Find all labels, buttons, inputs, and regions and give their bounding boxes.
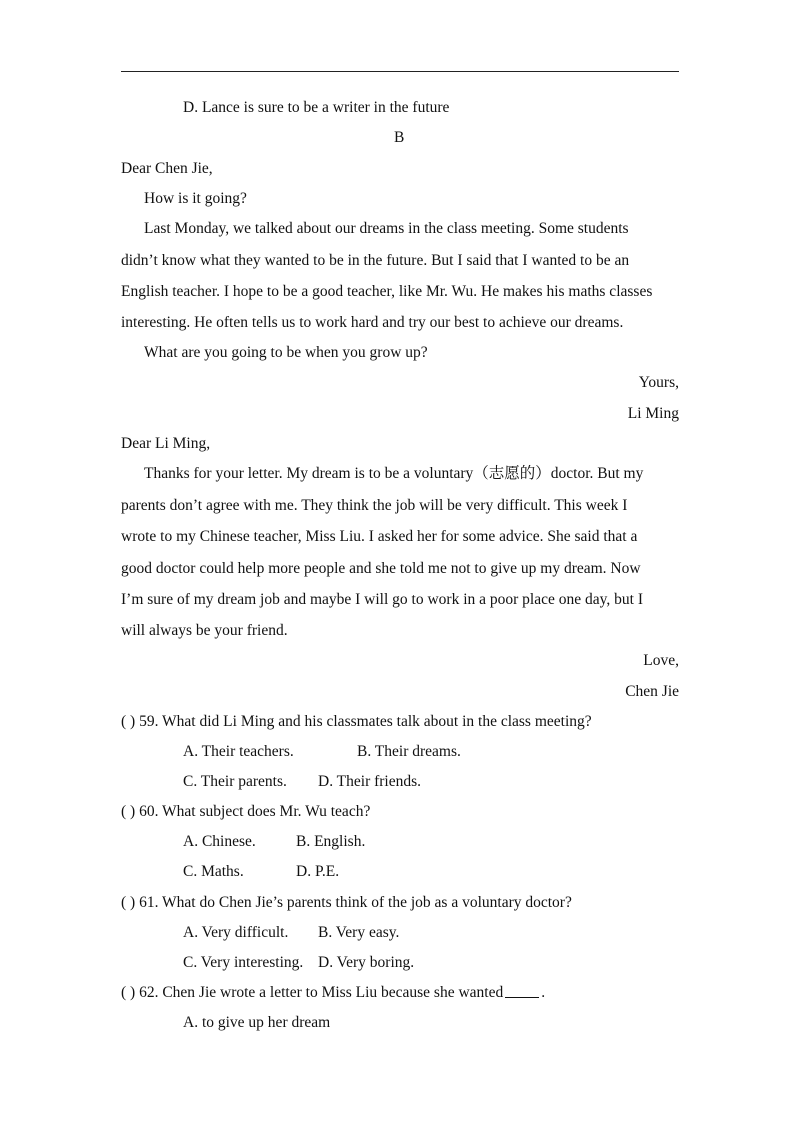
option-61-d[interactable]: D. Very boring.: [318, 954, 415, 971]
option-59-c[interactable]: C. Their parents.: [183, 773, 287, 790]
answer-bracket[interactable]: ( ): [121, 803, 136, 820]
question-text: 60. What subject does Mr. Wu teach?: [139, 803, 371, 820]
question-61: [121, 893, 572, 913]
previous-option-d: D. Lance is sure to be a writer in the future: [183, 99, 450, 116]
letter2-line-4: good doctor could help more people and she told me not to give up my dream. Now: [121, 560, 641, 577]
answer-blank[interactable]: [505, 983, 539, 998]
letter1-question: What are you going to be when you grow up?: [144, 344, 428, 361]
letter2-closing: Love,: [643, 652, 679, 669]
question-59: [121, 712, 592, 732]
letter1-line-2: didn’t know what they wanted to be in the future. But I said that I wanted to be an: [121, 252, 630, 269]
letter1-line-4: interesting. He often tells us to work hard and try our best to achieve our dreams.: [121, 314, 624, 331]
question-text: 59. What did Li Ming and his classmates talk about in the class meeting?: [139, 713, 592, 730]
letter2-line-3: wrote to my Chinese teacher, Miss Liu. I asked her for some advice. She said that a: [121, 528, 638, 545]
letter2-signature: Chen Jie: [625, 683, 679, 700]
option-61-b[interactable]: B. Very easy.: [318, 924, 400, 941]
letter1-line-3: English teacher. I hope to be a good teacher, like Mr. Wu. He makes his maths classes: [121, 283, 653, 300]
letter2-line-2: parents don’t agree with me. They think the job will be very difficult. This week I: [121, 497, 628, 514]
option-61-a[interactable]: A. Very difficult.: [183, 924, 289, 941]
letter1-salutation: Dear Chen Jie,: [121, 160, 213, 177]
answer-bracket[interactable]: ( ): [121, 984, 136, 1001]
option-59-a[interactable]: A. Their teachers.: [183, 743, 294, 760]
question-60: [121, 802, 370, 822]
letter1-closing: Yours,: [638, 374, 679, 391]
header-rule: [121, 71, 679, 72]
option-62-a[interactable]: A. to give up her dream: [183, 1014, 331, 1031]
option-60-a[interactable]: A. Chinese.: [183, 833, 256, 850]
letter1-opening: How is it going?: [144, 190, 247, 207]
letter2-line-6: will always be your friend.: [121, 622, 288, 639]
letter2-line-5: I’m sure of my dream job and maybe I will go to work in a poor place one day, but I: [121, 591, 643, 608]
option-60-b[interactable]: B. English.: [296, 833, 366, 850]
option-59-b[interactable]: B. Their dreams.: [357, 743, 461, 760]
option-60-d[interactable]: D. P.E.: [296, 863, 340, 880]
answer-bracket[interactable]: ( ): [121, 713, 136, 730]
option-60-c[interactable]: C. Maths.: [183, 863, 244, 880]
question-text-end: .: [541, 984, 546, 1001]
letter2-salutation: Dear Li Ming,: [121, 435, 211, 452]
section-label: B: [394, 129, 405, 146]
question-62: [121, 983, 545, 1003]
letter1-signature: Li Ming: [627, 405, 679, 422]
question-text: 61. What do Chen Jie’s parents think of the job as a voluntary doctor?: [139, 894, 572, 911]
answer-bracket[interactable]: ( ): [121, 894, 136, 911]
option-61-c[interactable]: C. Very interesting.: [183, 954, 304, 971]
question-text: 62. Chen Jie wrote a letter to Miss Liu because she wanted: [139, 984, 504, 1001]
letter2-line-1: Thanks for your letter. My dream is to be a voluntary（志愿的）doctor. But my: [144, 465, 644, 482]
option-59-d[interactable]: D. Their friends.: [318, 773, 422, 790]
letter1-line-1: Last Monday, we talked about our dreams in the class meeting. Some students: [144, 220, 629, 237]
